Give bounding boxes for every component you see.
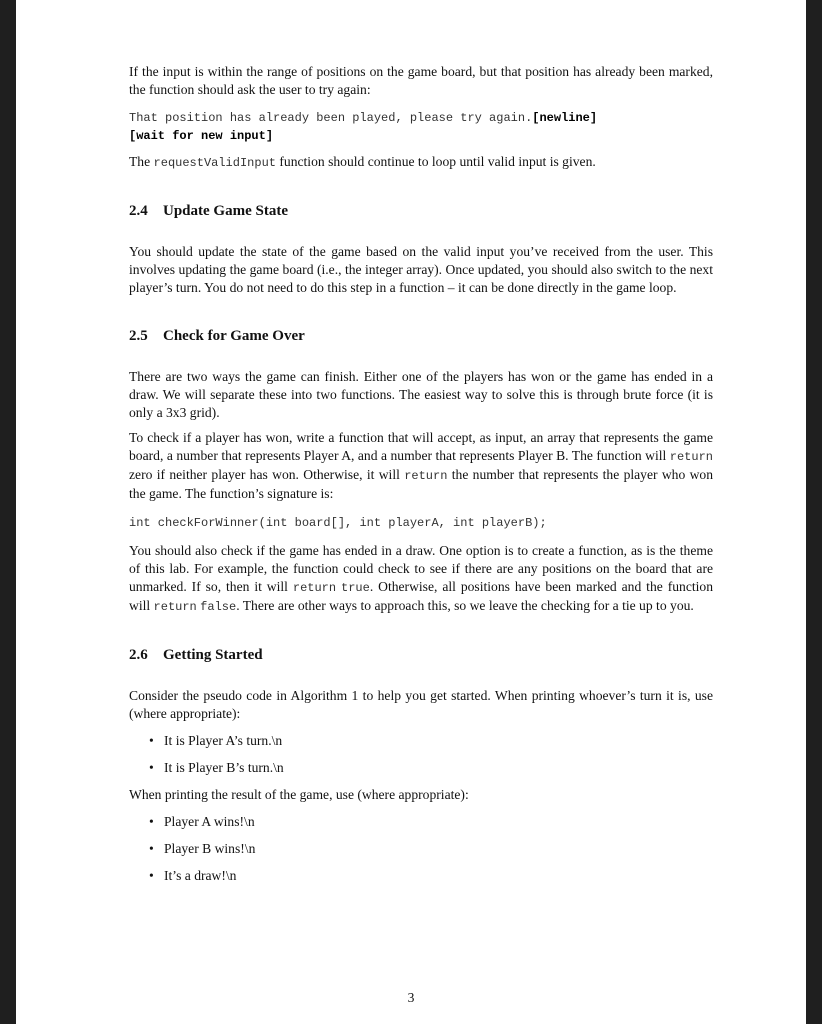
- section-number: 2.6: [129, 647, 148, 663]
- list-item: • It is Player B’s turn.\n: [129, 759, 713, 777]
- section-title: Getting Started: [163, 647, 263, 663]
- loop-paragraph: [129, 153, 713, 172]
- code-newline: [newline]: [532, 111, 598, 125]
- keyword-return: return: [292, 581, 337, 595]
- page-number: 3: [407, 990, 415, 1005]
- section-heading-2-4: [129, 203, 713, 220]
- keyword-return: return: [404, 469, 448, 483]
- result-paragraph: When printing the result of the game, use (where appropriate):: [129, 787, 469, 802]
- section-heading-2-6: [129, 647, 713, 664]
- update-paragraph: You should update the state of the game based on the valid input you’ve received from the user. This involves updating the game board (i.e., the integer array). Once updated, you should also switch to the next player’s turn. You do not need to do this step in a function – it can be done directly in the game loop.: [129, 244, 713, 295]
- game-over-paragraph-2: [129, 429, 713, 503]
- game-over-paragraph-3: [129, 542, 713, 616]
- list-item: • It’s a draw!\n: [129, 867, 713, 885]
- code-signature: int checkForWinner(int board[], int playerA, int playerB);: [129, 516, 547, 530]
- loop-text-pre: The: [129, 154, 154, 169]
- text: the number that represents the player who won the game. The function’s signature is:: [129, 467, 714, 501]
- result-bullet-list: [129, 813, 713, 885]
- page-content: [129, 63, 713, 894]
- keyword-true: true: [341, 581, 370, 595]
- list-item: • Player B wins!\n: [129, 840, 713, 858]
- text: . There are other ways to approach this, so we leave the checking for a tie up to you.: [236, 598, 694, 613]
- code-block-try-again: [129, 109, 713, 145]
- keyword-return: return: [669, 450, 713, 464]
- section-title: Update Game State: [163, 203, 288, 219]
- list-item: • Player A wins!\n: [129, 813, 713, 831]
- text: To check if a player has won, write a function that will accept, as input, an array that represents the game board, a number that represents Player A, and a number that represents Player B. The function will: [129, 430, 713, 463]
- loop-text-post: function should continue to loop until valid input is given.: [275, 154, 596, 169]
- intro-paragraph: If the input is within the range of positions on the game board, but that position has already been marked, the function should ask the user to try again:: [129, 64, 713, 97]
- turn-bullet-list: [129, 732, 713, 777]
- section-number: 2.5: [129, 328, 148, 344]
- text: You should also check if the game has ended in a draw. One option is to create a function, as is the theme of this lab. For example, the function could check to see if there are any positions on the board that are unmarked. If so, then it will: [129, 543, 713, 594]
- code-try-again: That position has already been played, please try again.: [129, 111, 533, 125]
- section-title: Check for Game Over: [163, 328, 305, 344]
- section-number: 2.4: [129, 203, 148, 219]
- loop-code: requestValidInput: [153, 156, 276, 170]
- keyword-return: return: [153, 600, 197, 614]
- code-wait: [wait for new input]: [129, 129, 274, 143]
- text: zero if neither player has won. Otherwise, it will: [129, 467, 405, 482]
- game-over-paragraph-1: There are two ways the game can finish. Either one of the players has won or the game has ended in a draw. We will separate these into two functions. The easiest way to solve this is through brute force (it is only a 3x3 grid).: [129, 369, 713, 420]
- code-line-1: [129, 109, 713, 127]
- code-line-2: [129, 127, 713, 145]
- list-item: • It is Player A’s turn.\n: [129, 732, 713, 750]
- section-heading-2-5: [129, 328, 713, 345]
- document-page: [16, 0, 806, 1024]
- getting-started-paragraph: Consider the pseudo code in Algorithm 1 to help you get started. When printing whoever’s turn it is, use (where appropriate):: [129, 688, 713, 721]
- keyword-false: false: [200, 600, 237, 614]
- text: . Otherwise, all positions have been marked and the function will: [129, 579, 713, 613]
